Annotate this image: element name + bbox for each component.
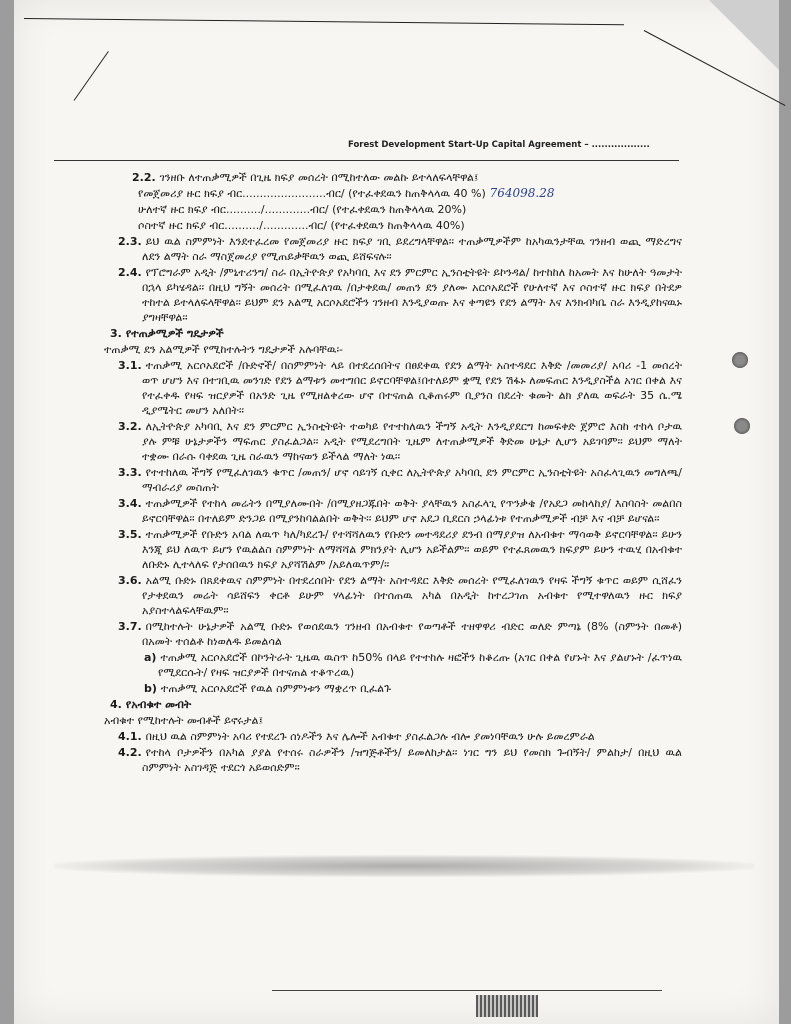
punch-hole <box>734 418 750 434</box>
clause-number: 3.2. <box>118 420 142 433</box>
paragraph <box>102 218 682 233</box>
clause-text: ሁለተኛ ዙር ክፍያ ብር........../.............ብር/ (የተፈቀደዉን ከጠቅላላዉ 20%) <box>138 203 467 216</box>
clause-text: ተጠቃሚዎች የቡድን አባል ለዉጥ ካለ/ካደረጉ/ የተሻሻለዉን የቡድን መተዳደሪያ ደንብ በማያያዝ ለአብቁተ ማሳወቅ ይኖርባቸዋል፡፡ ይሁን እንጂ ይህ ለዉጥ ይሆን የዉልልስ ስምምነት ለማሻሻል ምክንያት ሊሆን አይችልም፡፡ ወይም የተፈጸመዉን ክፍያም ይሁን ተዉሂ በአብቁተ ለቡድኑ ሊተላለፍ የታሰበዉን ክፍያ አያሻሽልም /አይለዉጥም/፡፡ <box>142 528 682 571</box>
clause-number: 3.5. <box>118 528 142 541</box>
document-body <box>102 170 682 776</box>
section-heading <box>102 697 682 712</box>
clause-number: 3.1. <box>118 359 142 372</box>
clause-text: የፕሮግራም አዲት /ምኒተሪንግ/ ስራ በኢትዮጵያ የአካባቢ እና ደን ምርምር ኢንስቲትዩት ይኮንዳል/ ከተከከለ ከአመት እና ከሁለት ዓመታት በኋላ ይካሄዳል፡፡ በዚህ ግኝት መሰረት በሚፈለገዉ /በታቀደዉ/ መጠን ደን ያለሙ አርሶአደሮች የሁለተኛ እና ሶስተኛ ዙር ክፍያ በትደዎ ተከተል ይተላለፍላቸዋል፡፡ ይህም ደን አልሚ አርሶአደሮችን ገንዘብ እንዲያወጡ እና ቀጣዩን የደን ልማት እና እንክብካቤ ስራ እንዲያከናዉኑ ያግዛቸዋል፡፡ <box>142 266 682 324</box>
paragraph <box>102 202 682 217</box>
footer-rule <box>272 990 662 991</box>
paragraph <box>102 729 682 744</box>
paragraph <box>102 170 682 185</box>
clause-text: የተጠቃሚዎች ግዴታዎች <box>125 327 224 340</box>
clause-text: ገንዘቡ ለተጠቃሚዎች በጊዜ ክፍያ መሰረት በሚከተለው መልኩ ይተላለፍላቸዋል፤ <box>159 171 479 184</box>
clause-text: ተጠቃሚ አርሶአደሮች በኮንትራት ጊዜዉ ዉስጥ ከ50% በላይ የተተከሉ ዛፎችን ከቆረጡ (አገር በቀል የሆኑት እና ያልሆኑት /ፈጥነዉ የሚደርሱት/ የዛፍ ዝርያዎች በተናጠል ተቆጥረዉ) <box>158 651 682 679</box>
clause-text: በዚህ ዉል ስምምነት አባሪ የተደረጉ ሰነዶችን እና ሌሎች አብቁተ ያስፈልጋሉ ብሎ ያመነባቸዉን ሁሉ ይመረምራል <box>145 730 595 743</box>
scan-edge-line <box>74 51 109 101</box>
paragraph <box>102 713 682 728</box>
paragraph <box>102 573 682 618</box>
scan-smudge <box>54 855 754 877</box>
clause-number: 2.2. <box>132 171 156 184</box>
paragraph <box>102 650 682 680</box>
clause-text: አብቁተ የሚከተሉት መብቶች ይኖሩታል፤ <box>104 714 264 727</box>
clause-text: ተጠቃሚ ደን አልሚዎች የሚከተሉትን ግዴታዎች አሉባቸዉ፡- <box>104 343 344 356</box>
clause-text: የተከላ ቦታዎችን በአካል ያያል የተሰሩ ስራዎችን /ዝግጅቶችን/ ይመለከታል፡፡ ነገር ግን ይህ የመስክ ጉብኝት/ ምልከታ/ በዚህ ዉል ስምምነት አስገዳጅ ተደርጎ አይወሰድም፡፡ <box>142 746 682 774</box>
paragraph <box>102 496 682 526</box>
paragraph <box>102 265 682 325</box>
clause-text: ይህ ዉል ስምምነት እንደተፈረመ የመጀመሪያ ዙር ክፍያ ገቢ ይደረግላቸዋል፡፡ ተጠቃሚዎችም ከአካዉንታቸዉ ገንዘብ ወጪ ማድረግና ለደን ልማት ስራ ማስጀመሪያ የሚጠይቃቸዉን ወጪ ይሸፍናሉ፡፡ <box>142 235 682 263</box>
section-heading <box>102 326 682 341</box>
header-rule <box>54 160 679 161</box>
clause-text: ተጠቃሚዎች የተከላ መሬትን በሚያለሙበት /በሚያዘጋጁበት ወቅት ያላቸዉን አስፈላጊ የጥንቃቄ /የአደጋ መከላከያ/ እስባስት መልበስ ይኖርባቸዋል፡፡ በተለይም ድንጋይ በሚያንከባልልበት ወቅት፡፡ ይህም ሆኖ አደጋ ቢደርስ ኃላፊነቱ የተጠቃሚዎች ብቻ እና ብቻ ይሆናል፡፡ <box>142 497 682 525</box>
clause-number: 3. <box>110 327 122 340</box>
paragraph <box>102 465 682 495</box>
paragraph <box>102 186 682 201</box>
clause-number: 4. <box>110 698 122 711</box>
paragraph <box>102 745 682 775</box>
paragraph <box>102 681 682 696</box>
paragraph <box>102 527 682 572</box>
document-page <box>14 0 779 1024</box>
clause-number: 3.4. <box>118 497 142 510</box>
paragraph <box>102 342 682 357</box>
clause-number: 4.1. <box>118 730 142 743</box>
paragraph <box>102 234 682 264</box>
clause-number: b) <box>144 682 157 695</box>
clause-number: 2.3. <box>118 235 142 248</box>
clause-text: ተጠቃሚ አርሶአደሮች የዉል ስምምነቱን ማቋረጥ ቢፈልጉ <box>160 682 391 695</box>
clause-number: 3.3. <box>118 466 142 479</box>
paragraph <box>102 358 682 418</box>
scan-edge-line <box>24 18 624 25</box>
folded-corner <box>709 0 779 70</box>
clause-number: 3.7. <box>118 620 142 633</box>
page-header: Forest Development Start-Up Capital Agreement – .................. <box>348 140 650 150</box>
clause-text: በሚከተሉት ሁኔታዎች አልሚ ቡድኑ የወሰደዉን ገንዘብ በአብቁተ የወጣቶች ተዘዋዋሪ ብድር ወለድ ምጣኔ (8% (ስምንት በመቶ) በአመት ተሰልቶ ከነወለዱ ይመልሳል <box>142 620 682 648</box>
clause-number: 2.4. <box>118 266 142 279</box>
handwritten-amount: 764098.28 <box>485 186 555 200</box>
stamp-mark <box>476 995 538 1017</box>
clause-text: የአብቁተ መብት <box>125 698 192 711</box>
punch-hole <box>732 352 748 368</box>
clause-text: ሶስተኛ ዙር ክፍያ ብር........../.............ብር/ (የተፈቀደዉን ከጠቅላላዉ 40%) <box>138 219 465 232</box>
clause-text: ለኢትዮጵያ አካባቢ እና ደን ምርምር ኢንስቲትዩት ተወካይ የተተከለዉን ችግኝ አዲት እንዲያደርግ ከመፍቀድ ጀምሮ እስከ ተከላ ቦታዉ ያሉ ምቹ ሁኔታዎችን ማፍጠር ያስፈልጋል፡፡ አዲት የሚደረግበት ጊዜም ለተጠቃሚዎች ቅድመ ሁኔታ ሊሆን አይገባም፡፡ ይህም ማለት ተቋሙ በራሱ ባቀደዉ ጊዜ ስራዉን ማከናወን ይችላል ማለት ነዉ፡፡ <box>142 420 682 463</box>
clause-text: አልሚ ቡድኑ በጸደቀዉና ስምምነት በተደረሰበት የደን ልማት አስተዳደር እቅድ መሰረት የሚፈለገዉን የዛፍ ችግኝ ቁጥር ወይም ሲሸፈን የታቀደዉን መሬት ሳይሸፍን ቀርቶ ይሁም ሃላፊነት በተሰጠዉ አካል በአዲት ከተረጋገጠ አብቁተ የሚተዋለዉን ዙር ክፍያ አያስተላልፍላቸዉም፡፡ <box>142 574 682 617</box>
clause-number: a) <box>144 651 157 664</box>
paragraph <box>102 619 682 649</box>
clause-text: የተተከለዉ ችግኝ የሚፈለገዉን ቁጥር /መጠን/ ሆኖ ሳይገኝ ሲቀር ለኢትዮጵያ አካባቢ ደን ምርምር ኢንስቲትዩት አስፈላጊዉን መግለጫ/ማብራሪያ መስጠት <box>142 466 682 494</box>
clause-text: የመጀመሪያ ዙር ክፍያ ብር........................ብር/ (የተፈቀደዉን ከጠቅላላዉ 40 %) <box>138 187 486 200</box>
clause-number: 4.2. <box>118 746 142 759</box>
clause-number: 3.6. <box>118 574 142 587</box>
paragraph <box>102 419 682 464</box>
clause-text: ተጠቃሚ አርሶአደሮች /ቡድኖች/ በስምምነት ላይ በተደረሰበትና በፀደቀዉ የደን ልማት አስተዳደር እቅድ /መመሪያ/ አባሪ -1 መሰረት ወጥ ሆሆን እና በተገቢዉ መንገድ የደን ልማቱን መተግበር ይኖርባቸዋል፤በተለይም ቋሚ የደን ሽፋኑ ለመፍጠር እንዲያስችል አገር በቀል እና የተፈቀዱ የዛፍ ዝርያዎች በአንድ ጊዜ የሚዘልቀረው ሆኖ በተናጠል ሲቆጠሩም ቢያንስ በደረት ቁመት ልክ ያለዉ ወፍራት 35 ሴ.ሜ ዲያሜትር መሆን አለበት፡፡ <box>142 359 682 417</box>
